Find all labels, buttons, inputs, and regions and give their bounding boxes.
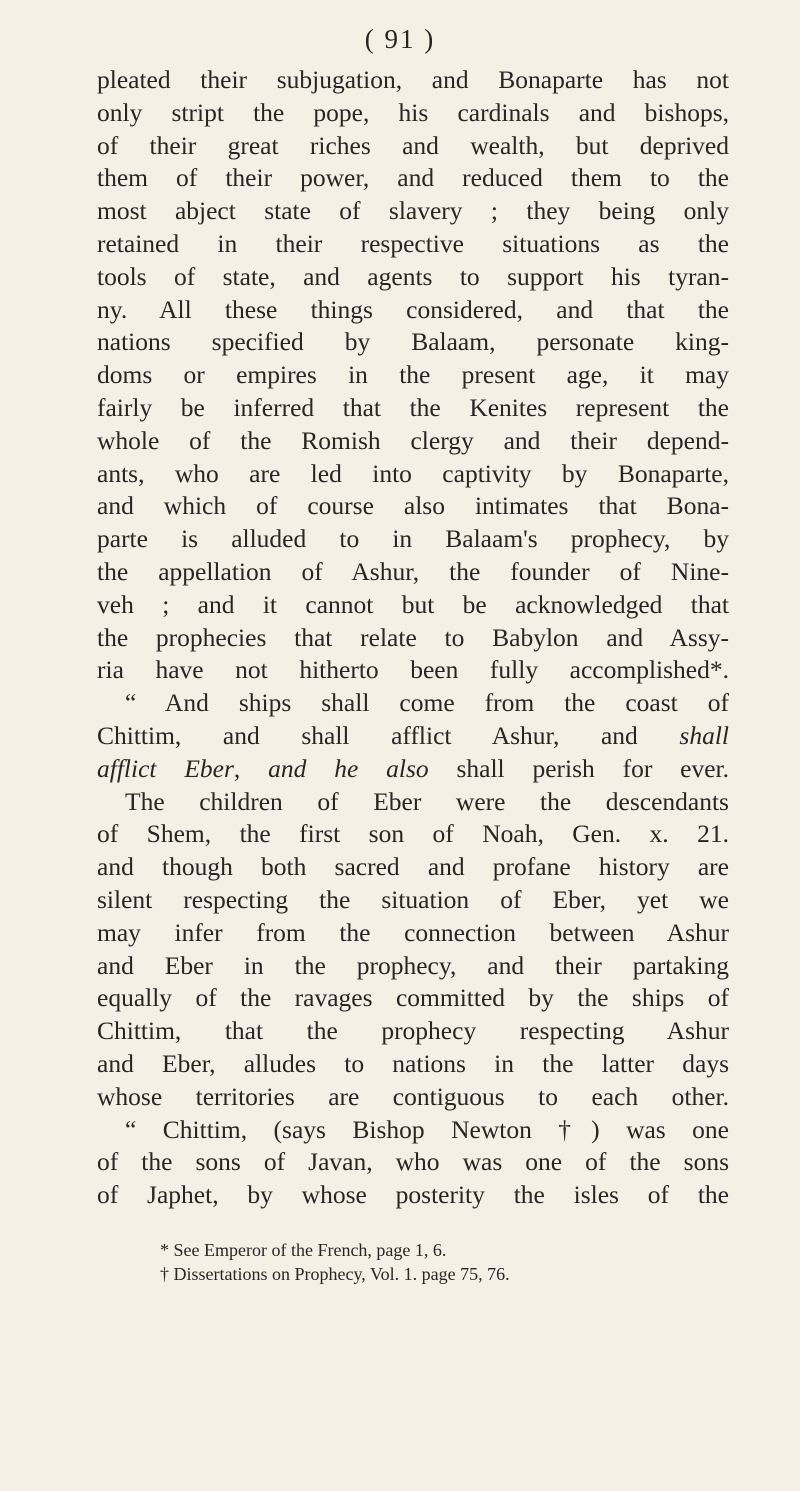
footnote-2: † Dissertations on Prophecy, Vol. 1. page 75, 76. <box>160 1264 510 1284</box>
italic-segment: and he also <box>268 753 429 783</box>
text-line: retained in their respective situations as the <box>97 228 729 258</box>
text-line: doms or empires in the present age, it may <box>97 360 729 390</box>
text-line: of Shem, the first son of Noah, Gen. x. 21. <box>97 819 729 849</box>
text-line: of Japhet, by whose posterity the isles of the <box>97 1180 729 1210</box>
text-line: tools of state, and agents to support his tyran- <box>97 261 729 291</box>
text-line: ny. All these things considered, and that the <box>97 294 729 324</box>
text-line: Chittim, that the prophecy respecting Ashur <box>97 1016 729 1046</box>
text-segment: Chittim, and shall afflict Ashur, and <box>97 720 680 750</box>
text-line: and though both sacred and profane history are <box>97 852 729 882</box>
text-line: of the sons of Javan, who was one of the sons <box>97 1147 729 1177</box>
text-line: The children of Eber were the descendants <box>125 786 729 816</box>
text-line: them of their power, and reduced them to the <box>97 163 729 193</box>
text-segment: shall perish for ever. <box>428 753 730 783</box>
text-line: only stript the pope, his cardinals and bishops, <box>97 97 729 127</box>
text-line: and Eber in the prophecy, and their partaking <box>97 950 729 980</box>
text-line: ria have not hitherto been fully accomplished*. <box>97 655 729 685</box>
text-line: parte is alluded to in Balaam's prophecy, by <box>97 524 729 554</box>
text-line: of their great riches and wealth, but deprived <box>97 130 729 160</box>
footnote-1: * See Emperor of the French, page 1, 6. <box>160 1240 447 1260</box>
text-line: ants, who are led into captivity by Bonaparte, <box>97 458 729 488</box>
text-line: whose territories are contiguous to each other. <box>97 1081 729 1111</box>
text-line: pleated their subjugation, and Bonaparte has not <box>97 65 729 94</box>
footnotes <box>160 1238 680 1286</box>
text-line <box>97 753 729 786</box>
body-text <box>97 64 729 1212</box>
text-line: equally of the ravages committed by the ships of <box>97 983 729 1013</box>
italic-segment: afflict Eber <box>97 753 234 783</box>
text-line: “ And ships shall come from the coast of <box>125 688 729 718</box>
text-line: the prophecies that relate to Babylon and Assy- <box>97 622 729 652</box>
text-line: silent respecting the situation of Eber, yet we <box>97 884 729 914</box>
text-line <box>97 720 729 753</box>
text-line: nations specified by Balaam, personate king- <box>97 327 729 357</box>
text-segment: , <box>233 753 269 783</box>
italic-segment: shall <box>679 720 729 750</box>
text-line: and Eber, alludes to nations in the latter days <box>97 1048 729 1078</box>
text-line: the appellation of Ashur, the founder of Nine- <box>97 556 729 586</box>
text-line: may infer from the connection between Ashur <box>97 917 729 947</box>
text-line: and which of course also intimates that Bona- <box>97 491 729 521</box>
page-number: ( 91 ) <box>364 24 436 54</box>
text-line: most abject state of slavery ; they being only <box>97 196 729 226</box>
text-line: fairly be inferred that the Kenites represent the <box>97 392 729 422</box>
text-line: “ Chittim, (says Bishop Newton †) was one <box>125 1114 729 1144</box>
text-line: whole of the Romish clergy and their depend- <box>97 425 729 455</box>
text-line: veh ; and it cannot but be acknowledged that <box>97 589 729 619</box>
